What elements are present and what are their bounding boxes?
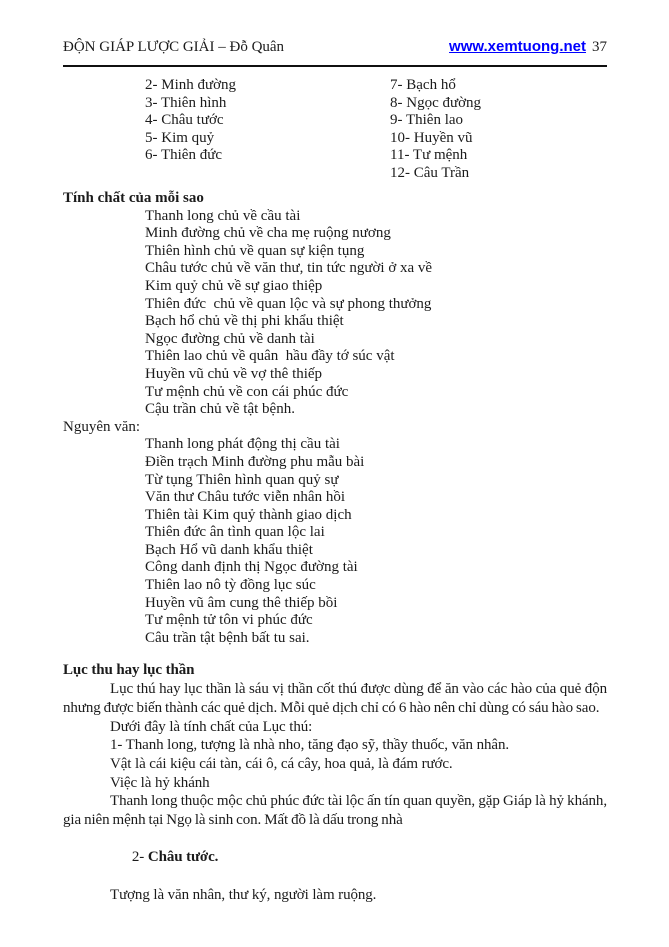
verse-line: Bạch Hổ vũ danh khẩu thiệt [145, 541, 313, 558]
trait-line: Minh đường chủ về cha mẹ ruộng nương [145, 225, 391, 242]
trait-line: Thanh long chủ về cầu tài [145, 207, 301, 224]
luc-than-item1-viec: Việc là hỷ khánh [110, 774, 210, 791]
verse-line: Huyền vũ âm cung thê thiếp bồi [145, 594, 338, 611]
page-header [63, 38, 607, 56]
nguyen-van-line-list [145, 436, 607, 647]
trait-line: Thiên lao chủ về quân hầu đầy tớ súc vật [145, 348, 395, 365]
star-list-item: 12- Câu Trần [390, 164, 470, 181]
trait-line: Kim quỷ chủ về sự giao thiệp [145, 277, 323, 294]
verse-line: Điền trạch Minh đường phu mẫu bài [145, 453, 365, 470]
luc-than-item1-line: 1- Thanh long, tượng là nhà nho, tăng đạo sỹ, thầy thuốc, văn nhân. [110, 737, 510, 754]
star-list-item: 9- Thiên lao [390, 112, 464, 129]
star-list-item: 7- Bạch hổ [390, 77, 456, 93]
header-right-group [449, 38, 607, 56]
trait-line: Ngọc đường chủ về danh tài [145, 330, 315, 347]
trait-line: Châu tước chủ về văn thư, tin tức người ở xa về [145, 260, 433, 277]
star-list-item: 2- Minh đường [145, 77, 237, 93]
star-list-item: 6- Thiên đức [145, 147, 222, 164]
trait-line: Thiên hình chủ về quan sự kiện tụng [145, 242, 365, 259]
trait-line: Huyền vũ chủ về vợ thê thiếp [145, 365, 323, 382]
website-link[interactable]: www.xemtuong.net [449, 38, 586, 55]
luc-than-item1-paragraph: Thanh long thuộc mộc chủ phúc đức tài lộc ấn tín quan quyền, gặp Giáp là hỷ khánh, gia niên mệnh tại Ngọ là sinh con. Mất đồ là dấu trong nhà [63, 793, 607, 829]
trait-line: Tư mệnh chủ về con cái phúc đức [145, 383, 349, 400]
page-number: 37 [592, 39, 607, 55]
star-list-item: 11- Tư mệnh [390, 147, 468, 164]
trait-line: Thiên đức chủ về quan lộc và sự phong thưởng [145, 295, 432, 312]
item2-heading: Châu tước. [147, 849, 219, 866]
verse-line: Từ tụng Thiên hình quan quỷ sự [145, 471, 339, 488]
star-list-right-column [390, 77, 481, 183]
star-list-item: 8- Ngọc đường [390, 94, 482, 111]
trait-line: Cậu trần chủ về tật bệnh. [145, 401, 295, 418]
header-divider [63, 65, 607, 67]
luc-than-item1-vat: Vật là cái kiệu cái tàn, cái ô, cá cây, hoa quả, là đám rước. [110, 755, 453, 772]
verse-line: Thiên đức ân tình quan lộc lai [145, 524, 325, 541]
star-list-item: 10- Huyền vũ [390, 129, 473, 146]
verse-line: Tư mệnh tử tôn vi phúc đức [145, 612, 313, 629]
nguyen-van-label: Nguyên văn: [63, 418, 141, 435]
luc-than-subtitle: Dưới đây là tính chất của Lục thú: [110, 718, 313, 735]
verse-line: Văn thư Châu tước viễn nhân hồi [145, 489, 345, 506]
verse-line: Công danh định thị Ngọc đường tài [145, 559, 358, 576]
star-list-item: 3- Thiên hình [145, 94, 227, 111]
document-title: ĐỘN GIÁP LƯỢC GIẢI – Đỗ Quân [63, 39, 285, 55]
luc-than-intro-paragraph: Lục thú hay lục thần là sáu vị thần cốt thú được dùng để ăn vào các hào của quẻ độn nhưng được biến thành các quẻ dịch. Mỗi quẻ dịch chỉ có 6 hào nên chỉ dùng có sáu hào sao. [63, 681, 607, 716]
star-number-list [145, 77, 607, 183]
star-list-item: 4- Châu tước [145, 112, 224, 129]
verse-line: Thiên lao nô tỳ đồng lục súc [145, 577, 316, 594]
luc-than-item2-tuong: Tượng là văn nhân, thư ký, người làm ruộng. [110, 886, 377, 903]
verse-line: Thanh long phát động thị cầu tài [145, 436, 340, 453]
verse-line: Câu trần tật bệnh bất tu sai. [145, 629, 310, 646]
star-list-left-column [145, 77, 607, 165]
verse-line: Thiên tài Kim quỷ thành giao dịch [145, 506, 352, 523]
luc-than-section [63, 661, 607, 904]
star-list-item: 5- Kim quỷ [145, 129, 215, 146]
section-heading-luc-than: Lục thu hay lục thần [63, 662, 195, 679]
luc-than-item2-heading-line [110, 830, 607, 886]
item2-number: 2- [131, 849, 148, 866]
section-heading-tinh-chat: Tính chất của mỗi sao [63, 190, 204, 206]
traits-line-list [145, 208, 607, 419]
trait-line: Bạch hổ chủ về thị phi khẩu thiệt [145, 313, 344, 330]
